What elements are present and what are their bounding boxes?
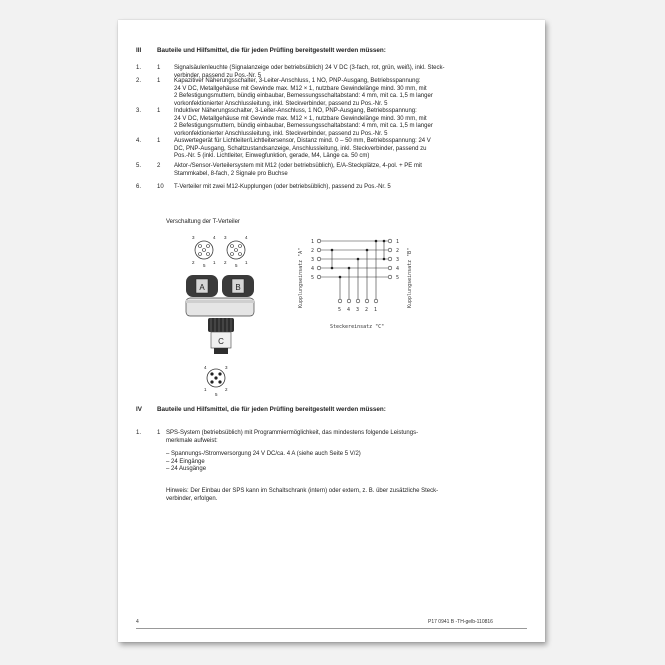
left-side-label: Kupplungseinsatz "A" [298,247,304,308]
wiring-schematic [298,239,413,330]
document-page [118,20,545,642]
svg-text:3: 3 [311,257,315,263]
bottom-side-label: Steckereinsatz "C" [330,324,385,330]
pin-label: 3 [224,235,227,240]
pin-label: 2 [225,387,228,392]
item-number: 2. [136,78,142,84]
svg-text:4: 4 [347,307,351,313]
svg-text:4: 4 [311,266,315,272]
svg-text:2: 2 [365,307,369,313]
pin-label: 1 [213,260,216,265]
section-3-numeral: III [136,47,142,54]
svg-text:2: 2 [311,248,315,254]
pin-label: 4 [245,235,248,240]
section-4-note: Hinweis: Der Einbau der SPS kann im Schaltschrank (intern) oder extern, z. B. über zusätzliche Steck- verbinder, erfolgen. [166,488,439,502]
item-number: 6. [136,184,142,190]
svg-text:1: 1 [374,307,378,313]
item-quantity: 1 [157,65,161,71]
list-item: Kapazitiver Näherungsschalter, 3-Leiter-Anschluss, 1 NO, PNP-Ausgang, Betriebsspannung: 24 V DC, Metallgehäuse mit Gewinde max. M12 × 1, nutzbare Gewindelänge mind. 30 mm, mit 2 Befestigungsmuttern, bündig einbaubar, Bemessungsschaltabstand: 4 mm, mit ca. 1,5 m langer vorkonfektionierter Anschlussleitung, inkl. Steckverbinder, passend zu Pos.-Nr. 5 [174,78,433,107]
bottom-pin-numbers [338,307,377,313]
right-pin-numbers [396,239,399,281]
list-item: Signalsäulenleuchte (Signalanzeige oder betriebsüblich) 24 V DC (3-fach, rot, grün, weiß), inkl. Steck- verbinder, passend zu Pos.-Nr. 5 [174,65,445,79]
pin-label: 4 [204,365,207,370]
section-4-item-quantity: 1 [157,430,161,436]
section-3-heading: Bauteile und Hilfsmittel, die für jeden Prüfling bereitgestellt werden müssen: [157,47,386,54]
list-item: – Spannungs-/Stromversorgung 24 V DC/ca. 4 A (siehe auch Seite 5 V/2) [166,451,361,457]
list-item: – 24 Ausgänge [166,466,207,473]
right-side-label: Kupplungseinsatz "B" [407,247,413,308]
plug-b-label: B [235,283,241,292]
footer-code: P17 0941 B -TH-gelb-110816 [428,619,493,625]
section-4-numeral: IV [136,406,142,413]
svg-text:1: 1 [311,239,315,245]
svg-text:3: 3 [396,257,400,263]
pin-label: 5 [235,263,238,268]
item-quantity: 1 [157,138,161,144]
section-4-item-text: SPS-System (betriebsüblich) mit Programmiermöglichkeit, das mindestens folgende Leistungs- merkmale aufweist: [166,430,419,444]
svg-text:1: 1 [396,239,400,245]
diagram-caption: Verschaltung der T-Verteiler [166,219,240,225]
svg-text:5: 5 [396,275,400,281]
item-quantity: 1 [157,108,161,114]
item-number: 3. [136,108,142,114]
section-4-bullet-list [166,451,361,474]
svg-text:2: 2 [396,248,400,254]
item-number: 4. [136,138,142,144]
list-item: Auswertegerät für Lichtleiter/Lichtleitersensor, Distanz mind. 0 – 50 mm, Betriebsspannung: 24 V DC, PNP-Ausgang, Schaltzustandsanzeige, Anschlussleitung, inkl. Steckverbinder, passend zu Pos.-Nr. 5 (inkl. Lichtleiter, Einwegfunktion, gerade, M4, Länge ca. 50 cm) [174,138,431,160]
plug-c-face [204,365,228,397]
list-item: – 24 Eingänge [166,458,205,465]
item-quantity: 1 [157,78,161,84]
t-distributor-drawing [118,20,545,642]
pin-label: 2 [192,260,195,265]
pin-label: 2 [224,260,227,265]
list-item: Induktiver Näherungsschalter, 3-Leiter-Anschluss, 1 NO, PNP-Ausgang, Betriebsspannung: 24 V DC, Metallgehäuse mit Gewinde max. M12 × 1, nutzbare Gewindelänge mind. 30 mm, mit 2 Befestigungsmuttern, bündig einbaubar, Bemessungsschaltabstand: 4 mm, mit ca. 1,5 m langer vorkonfektionierter Anschlussleitung, inkl. Steckverbinder, passend zu Pos.-Nr. 5 [174,108,433,137]
pin-label: 5 [203,263,206,268]
item-number: 5. [136,163,142,169]
pin-label: 5 [215,392,218,397]
pin-label: 1 [245,260,248,265]
plug-a-label: A [199,283,205,292]
list-item: T-Verteiler mit zwei M12-Kupplungen (oder betriebsüblich), passend zu Pos.-Nr. 5 [174,184,391,190]
svg-text:5: 5 [338,307,342,313]
pin-label: 1 [204,387,207,392]
pin-label: 4 [213,235,216,240]
svg-text:5: 5 [311,275,315,281]
svg-text:3: 3 [356,307,360,313]
item-quantity: 2 [157,163,161,169]
receptacle-b-face [224,235,248,268]
footer-rule [136,628,527,629]
page-number: 4 [136,619,139,625]
item-number: 1. [136,65,142,71]
t-distributor-body [186,275,254,354]
receptacle-a-face [192,235,216,268]
pin-label: 3 [225,365,228,370]
item-quantity: 10 [157,184,164,190]
svg-text:4: 4 [396,266,400,272]
left-pin-numbers [311,239,314,281]
section-4-item-number: 1. [136,430,142,436]
pin-label: 3 [192,235,195,240]
list-item: Aktor-/Sensor-Verteilersystem mit M12 (oder betriebsüblich), E/A-Steckplätze, 4-pol. + PE mit Stammkabel, 8-fach, 2 Signale pro Buchse [174,163,422,177]
plug-c-label: C [218,337,224,346]
section-4-heading: Bauteile und Hilfsmittel, die für jeden Prüfling bereitgestellt werden müssen: [157,406,386,413]
